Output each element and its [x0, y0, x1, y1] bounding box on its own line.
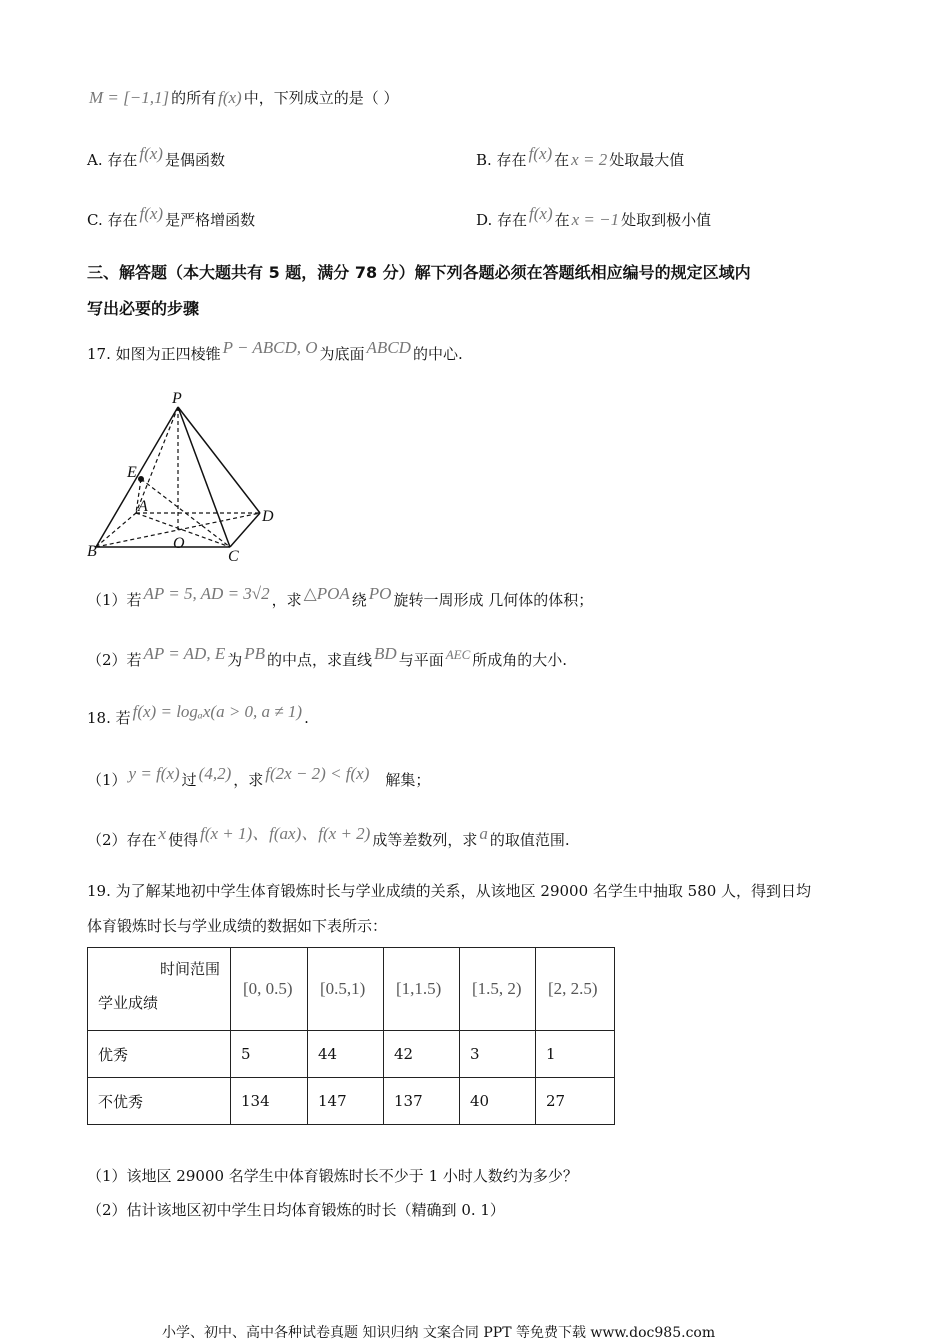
q18-part2: （2）存在 x 使得 f(x + 1)、f(ax)、f(x + 2) 成等差数列，求 a 的取值范围.	[87, 824, 570, 849]
table-cell: 27	[536, 1078, 615, 1125]
table-row	[88, 1078, 615, 1125]
q19-part2: （2）估计该地区初中学生日均体育锻炼的时长（精确到 0. 1）	[87, 1201, 505, 1219]
table-cell: 3	[460, 1031, 536, 1078]
option-b: B. 存在 f(x) 在 x = 2 处取最大值	[476, 144, 685, 169]
label-c: C	[228, 548, 239, 565]
option-c: C. 存在 f(x) 是严格增函数	[87, 204, 256, 229]
q16-stem: M = [−1,1] 的所有 f(x) 中，下列成立的是（ ）	[89, 88, 399, 107]
edge-pd	[178, 407, 260, 513]
label-d: D	[262, 508, 274, 525]
table-cell: 42	[384, 1031, 460, 1078]
table-row-label: 优秀	[88, 1031, 231, 1078]
table-corner-cell: 时间范围 学业成绩	[88, 948, 231, 1031]
edge-pb	[96, 407, 178, 547]
option-d: D. 存在 f(x) 在 x = −1 处取到极小值	[476, 204, 712, 229]
label-o: O	[173, 535, 185, 552]
table-col-header: [1,1.5)	[384, 948, 460, 1031]
table-cell: 40	[460, 1078, 536, 1125]
page-footer: 小学、初中、高中各种试卷真题 知识归纳 文案合同 PPT 等免费下载 www.doc985.com	[162, 1325, 716, 1341]
label-p: P	[172, 390, 182, 407]
q19-stem-line2: 体育锻炼时长与学业成绩的数据如下表所示：	[87, 917, 388, 935]
section3-heading-cont: 写出必要的步骤	[87, 299, 200, 318]
q17-part2: （2）若 AP = AD, E 为 PB 的中点，求直线 BD 与平面 AEC 所成角的大小.	[87, 644, 568, 669]
edge-pc	[178, 407, 230, 547]
section3-heading: 三、解答题（本大题共有 5 题，满分 78 分）解下列各题必须在答题纸相应编号的规定区域内	[87, 263, 751, 282]
math-m-set: M = [−1,1]	[89, 88, 170, 107]
option-a: A. 存在 f(x) 是偶函数	[87, 144, 225, 169]
table-header-row	[88, 948, 615, 1031]
q18-stem: 18. 若 f(x) = logₐx(a > 0, a ≠ 1) .	[87, 702, 309, 727]
label-e: E	[127, 464, 137, 481]
table-cell: 5	[231, 1031, 308, 1078]
table-row-label: 不优秀	[88, 1078, 231, 1125]
table-col-header: [0, 0.5)	[231, 948, 308, 1031]
q18-part1: （1） y = f(x) 过 (4,2) ，求 f(2x − 2) < f(x) 解集；	[87, 764, 431, 789]
table-cell: 1	[536, 1031, 615, 1078]
table-col-header: [2, 2.5)	[536, 948, 615, 1031]
table-cell: 134	[231, 1078, 308, 1125]
table-col-header: [0.5,1)	[308, 948, 384, 1031]
label-a: A	[138, 498, 148, 515]
point-e	[138, 476, 144, 482]
q17-part1: （1）若 AP = 5, AD = 3√2 ，求 △POA 绕 PO 旋转一周形成 几何体的体积；	[87, 584, 594, 609]
edge-ba	[96, 513, 136, 547]
pyramid-figure	[80, 385, 300, 570]
table-col-header: [1.5, 2)	[460, 948, 536, 1031]
table-cell: 147	[308, 1078, 384, 1125]
q17-stem: 17. 如图为正四棱锥 P − ABCD, O 为底面 ABCD 的中心.	[87, 338, 463, 363]
table-cell: 137	[384, 1078, 460, 1125]
q19-part1: （1）该地区 29000 名学生中体育锻炼时长不少于 1 小时人数约为多少？	[87, 1167, 578, 1185]
table-row	[88, 1031, 615, 1078]
exercise-table	[87, 947, 615, 1125]
table-cell: 44	[308, 1031, 384, 1078]
label-b: B	[87, 543, 97, 560]
q19-stem-line1: 19. 为了解某地初中学生体育锻炼时长与学业成绩的关系，从该地区 29000 名学生中抽取 580 人，得到日均	[87, 882, 812, 900]
